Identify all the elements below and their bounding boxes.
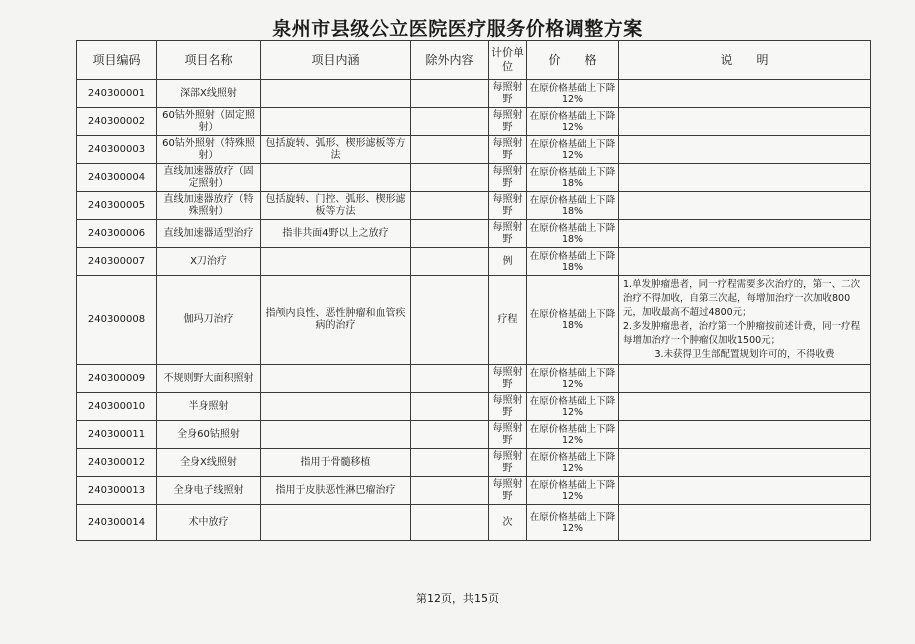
header-name: 项目名称 xyxy=(157,41,261,80)
cell-code: 240300014 xyxy=(77,505,157,541)
cell-note xyxy=(619,248,871,276)
table-row xyxy=(77,365,871,393)
cell-name: 直线加速器放疗（特殊照射） xyxy=(157,192,261,220)
table-row xyxy=(77,248,871,276)
note-line-3: 3.未获得卫生部配置规划许可的，不得收费 xyxy=(654,349,835,360)
table-row xyxy=(77,393,871,421)
cell-price: 在原价格基础上下降18% xyxy=(527,248,619,276)
cell-content xyxy=(261,164,411,192)
cell-exclusion xyxy=(411,505,489,541)
cell-exclusion xyxy=(411,248,489,276)
cell-name: 直线加速器适型治疗 xyxy=(157,220,261,248)
cell-name: 全身60钴照射 xyxy=(157,421,261,449)
header-unit: 计价单位 xyxy=(489,41,527,80)
cell-exclusion xyxy=(411,449,489,477)
cell-note xyxy=(619,136,871,164)
cell-content: 指非共面4野以上之放疗 xyxy=(261,220,411,248)
table-row xyxy=(77,192,871,220)
cell-name: 深部X线照射 xyxy=(157,80,261,108)
cell-code: 240300007 xyxy=(77,248,157,276)
cell-content: 指颅内良性、恶性肿瘤和血管疾病的治疗 xyxy=(261,276,411,365)
cell-name: 直线加速器放疗（固定照射） xyxy=(157,164,261,192)
cell-code: 240300010 xyxy=(77,393,157,421)
cell-unit: 每照射野 xyxy=(489,136,527,164)
cell-content: 指用于皮肤恶性淋巴瘤治疗 xyxy=(261,477,411,505)
table-row xyxy=(77,421,871,449)
cell-content xyxy=(261,248,411,276)
header-price: 价 格 xyxy=(527,41,619,80)
cell-price: 在原价格基础上下降12% xyxy=(527,477,619,505)
cell-exclusion xyxy=(411,164,489,192)
cell-note xyxy=(619,477,871,505)
cell-note xyxy=(619,393,871,421)
table-row xyxy=(77,220,871,248)
cell-unit: 例 xyxy=(489,248,527,276)
cell-content xyxy=(261,393,411,421)
cell-unit: 每照射野 xyxy=(489,192,527,220)
header-code: 项目编码 xyxy=(77,41,157,80)
cell-unit: 每照射野 xyxy=(489,365,527,393)
cell-exclusion xyxy=(411,421,489,449)
cell-code: 240300005 xyxy=(77,192,157,220)
cell-code: 240300006 xyxy=(77,220,157,248)
cell-price: 在原价格基础上下降12% xyxy=(527,108,619,136)
table-row xyxy=(77,108,871,136)
cell-exclusion xyxy=(411,393,489,421)
cell-code: 240300009 xyxy=(77,365,157,393)
cell-price: 在原价格基础上下降12% xyxy=(527,393,619,421)
cell-content xyxy=(261,505,411,541)
cell-note xyxy=(619,365,871,393)
cell-exclusion xyxy=(411,108,489,136)
cell-price: 在原价格基础上下降12% xyxy=(527,505,619,541)
cell-content xyxy=(261,108,411,136)
cell-price: 在原价格基础上下降12% xyxy=(527,80,619,108)
cell-name: 60钴外照射（特殊照射） xyxy=(157,136,261,164)
cell-price: 在原价格基础上下降12% xyxy=(527,421,619,449)
cell-code: 240300003 xyxy=(77,136,157,164)
header-content: 项目内涵 xyxy=(261,41,411,80)
cell-name: 不规则野大面积照射 xyxy=(157,365,261,393)
cell-exclusion xyxy=(411,80,489,108)
cell-unit: 每照射野 xyxy=(489,80,527,108)
cell-unit: 每照射野 xyxy=(489,421,527,449)
note-line-1: 1.单发肿瘤患者，同一疗程需要多次治疗的，第一、二次治疗不得加收，自第三次起，每增加治疗一次加收800元，加收最高不超过4800元； xyxy=(623,279,861,318)
table-row xyxy=(77,449,871,477)
cell-unit: 每照射野 xyxy=(489,449,527,477)
cell-unit: 每照射野 xyxy=(489,108,527,136)
cell-exclusion xyxy=(411,276,489,365)
cell-price: 在原价格基础上下降12% xyxy=(527,136,619,164)
cell-price: 在原价格基础上下降18% xyxy=(527,164,619,192)
cell-name: 术中放疗 xyxy=(157,505,261,541)
cell-unit: 每照射野 xyxy=(489,220,527,248)
table-row xyxy=(77,477,871,505)
cell-name: 全身X线照射 xyxy=(157,449,261,477)
cell-note xyxy=(619,192,871,220)
cell-price: 在原价格基础上下降18% xyxy=(527,220,619,248)
cell-price: 在原价格基础上下降18% xyxy=(527,276,619,365)
table-row xyxy=(77,276,871,365)
page-footer: 第12页，共15页 xyxy=(416,592,499,605)
cell-unit: 每照射野 xyxy=(489,393,527,421)
cell-note xyxy=(619,449,871,477)
cell-code: 240300002 xyxy=(77,108,157,136)
cell-code: 240300013 xyxy=(77,477,157,505)
table-row xyxy=(77,164,871,192)
cell-content: 包括旋转、弧形、楔形滤板等方法 xyxy=(261,136,411,164)
cell-unit: 每照射野 xyxy=(489,164,527,192)
cell-exclusion xyxy=(411,477,489,505)
cell-code: 240300012 xyxy=(77,449,157,477)
table-row xyxy=(77,80,871,108)
table-row xyxy=(77,136,871,164)
cell-price: 在原价格基础上下降12% xyxy=(527,449,619,477)
cell-content xyxy=(261,421,411,449)
cell-code: 240300011 xyxy=(77,421,157,449)
cell-price: 在原价格基础上下降18% xyxy=(527,192,619,220)
cell-note xyxy=(619,421,871,449)
cell-name: 全身电子线照射 xyxy=(157,477,261,505)
cell-note xyxy=(619,80,871,108)
cell-name: X刀治疗 xyxy=(157,248,261,276)
cell-code: 240300004 xyxy=(77,164,157,192)
cell-note xyxy=(619,108,871,136)
cell-exclusion xyxy=(411,365,489,393)
cell-content xyxy=(261,365,411,393)
header-row xyxy=(77,41,871,80)
cell-content xyxy=(261,80,411,108)
cell-unit: 次 xyxy=(489,505,527,541)
cell-note xyxy=(619,276,871,365)
price-table xyxy=(76,40,871,541)
table-row xyxy=(77,505,871,541)
header-exclusion: 除外内容 xyxy=(411,41,489,80)
cell-note xyxy=(619,220,871,248)
cell-name: 60钴外照射（固定照射） xyxy=(157,108,261,136)
cell-content: 指用于骨髓移植 xyxy=(261,449,411,477)
cell-exclusion xyxy=(411,220,489,248)
header-note: 说 明 xyxy=(619,41,871,80)
page-title: 泉州市县级公立医院医疗服务价格调整方案 xyxy=(272,18,643,40)
cell-code: 240300001 xyxy=(77,80,157,108)
cell-code: 240300008 xyxy=(77,276,157,365)
cell-name: 半身照射 xyxy=(157,393,261,421)
note-line-2: 2.多发肿瘤患者，治疗第一个肿瘤按前述计费，同一疗程每增加治疗一个肿瘤仅加收1500元； xyxy=(623,321,861,346)
cell-name: 伽玛刀治疗 xyxy=(157,276,261,365)
cell-exclusion xyxy=(411,192,489,220)
cell-content: 包括旋转、门控、弧形、楔形滤板等方法 xyxy=(261,192,411,220)
cell-note xyxy=(619,164,871,192)
cell-unit: 疗程 xyxy=(489,276,527,365)
cell-note xyxy=(619,505,871,541)
cell-unit: 每照射野 xyxy=(489,477,527,505)
cell-price: 在原价格基础上下降12% xyxy=(527,365,619,393)
cell-exclusion xyxy=(411,136,489,164)
